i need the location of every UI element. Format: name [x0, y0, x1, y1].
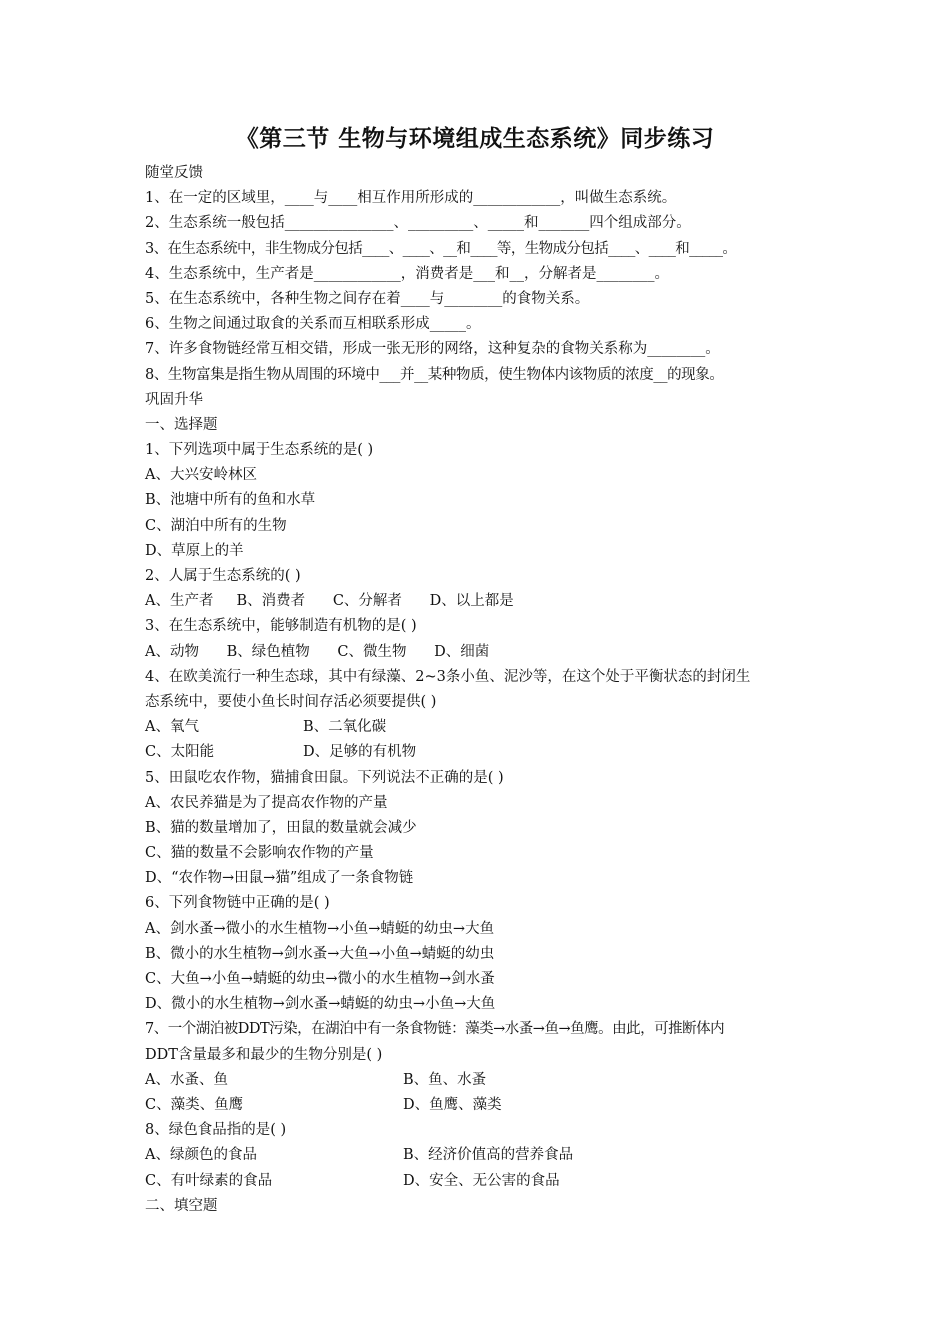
option-row [145, 715, 825, 740]
option-row [145, 1068, 825, 1093]
question-option: B、微小的水生植物→剑水蚤→大鱼→小鱼→蜻蜓的幼虫 [145, 945, 495, 962]
option-row [145, 1143, 825, 1168]
question-stem: 6、下列食物链中正确的是( ) [145, 895, 330, 912]
feedback-item: 1、在一定的区域里，____与____相互作用所形成的____________，叫做生态系统。 [145, 190, 677, 207]
question-option: C、太阳能 [145, 744, 215, 761]
question-stem: 7、一个湖泊被DDT污染，在湖泊中有一条食物链：藻类→水蚤→鱼→鱼鹰。由此，可推断体内 [145, 1021, 725, 1038]
section-heading-fill: 二、填空题 [145, 1197, 218, 1214]
feedback-item: 6、生物之间通过取食的关系而互相联系形成_____。 [145, 316, 481, 333]
question-option: A、农民养猫是为了提高农作物的产量 [145, 794, 388, 811]
question-stem: 8、绿色食品指的是( ) [145, 1122, 287, 1139]
question-option: D、微小的水生植物→剑水蚤→蜻蜓的幼虫→小鱼→大鱼 [145, 996, 496, 1013]
question-option: B、池塘中所有的鱼和水草 [145, 492, 316, 509]
question-option: A、绿颜色的食品 [145, 1147, 257, 1164]
section-heading-feedback: 随堂反馈 [145, 165, 203, 181]
feedback-item: 4、生态系统中，生产者是____________，消费者是___和__，分解者是________。 [145, 265, 669, 282]
question-stem: 4、在欧美流行一种生态球，其中有绿藻、2~3条小鱼、泥沙等，在这个处于平衡状态的封闭生 [145, 668, 751, 685]
option-row [145, 1093, 825, 1118]
option-row [145, 740, 825, 765]
question-option: B、猫的数量增加了，田鼠的数量就会减少 [145, 819, 417, 836]
feedback-item: 7、许多食物链经常互相交错，形成一张无形的网络，这种复杂的食物关系称为________。 [145, 341, 720, 358]
question-option: D、足够的有机物 [303, 744, 417, 761]
question-stem: 5、田鼠吃农作物，猫捕食田鼠。下列说法不正确的是( ) [145, 769, 504, 786]
section-heading-choice: 一、选择题 [145, 416, 218, 433]
question-option: B、经济价值高的营养食品 [403, 1147, 574, 1164]
question-stem-continued: 态系统中，要使小鱼长时间存活必须要提供( ) [145, 693, 437, 710]
question-option: D、鱼鹰、藻类 [403, 1096, 502, 1113]
question-stem: 3、在生态系统中，能够制造有机物的是( ) [145, 618, 417, 635]
question-option: B、鱼、水蚤 [403, 1071, 487, 1088]
question-option: D、草原上的羊 [145, 542, 244, 559]
question-option: C、有叶绿素的食品 [145, 1172, 273, 1189]
question-stem-continued: DDT含量最多和最少的生物分别是( ) [145, 1046, 383, 1063]
question-option: A、氧气 [145, 719, 199, 736]
question-options-line: A、动物 B、绿色植物 C、微生物 D、细菌 [145, 643, 490, 660]
question-option: D、安全、无公害的食品 [403, 1172, 560, 1189]
feedback-item: 2、生态系统一般包括_______________、_________、_____和_______四个组成部分。 [145, 215, 691, 232]
question-option: A、剑水蚤→微小的水生植物→小鱼→蜻蜓的幼虫→大鱼 [145, 920, 495, 937]
question-option: A、水蚤、鱼 [145, 1071, 228, 1088]
feedback-item: 3、在生态系统中，非生物成分包括____、____、__和____等，生物成分包括____、____和_____。 [145, 240, 737, 257]
question-options-line: A、生产者 B、消费者 C、分解者 D、以上都是 [145, 593, 514, 610]
page-title: 《第三节 生物与环境组成生态系统》同步练习 [235, 126, 715, 152]
question-option: C、猫的数量不会影响农作物的产量 [145, 845, 374, 862]
question-option: C、大鱼→小鱼→蜻蜓的幼虫→微小的水生植物→剑水蚤 [145, 971, 495, 987]
feedback-item: 5、在生态系统中，各种生物之间存在着____与________的食物关系。 [145, 290, 590, 307]
question-option: C、藻类、鱼鹰 [145, 1096, 244, 1113]
question-option: B、二氧化碳 [303, 719, 387, 736]
question-option: C、湖泊中所有的生物 [145, 517, 287, 534]
section-heading-consolidate: 巩固升华 [145, 391, 203, 408]
question-option: D、“农作物→田鼠→猫”组成了一条食物链 [145, 870, 414, 887]
document-body [145, 161, 825, 1219]
question-stem: 2、人属于生态系统的( ) [145, 568, 301, 584]
question-stem: 1、下列选项中属于生态系统的是( ) [145, 442, 374, 459]
question-option: A、大兴安岭林区 [145, 467, 257, 484]
feedback-item: 8、生物富集是指生物从周围的环境中___并__某种物质，使生物体内该物质的浓度__的现象。 [145, 366, 724, 383]
option-row [145, 1169, 825, 1194]
